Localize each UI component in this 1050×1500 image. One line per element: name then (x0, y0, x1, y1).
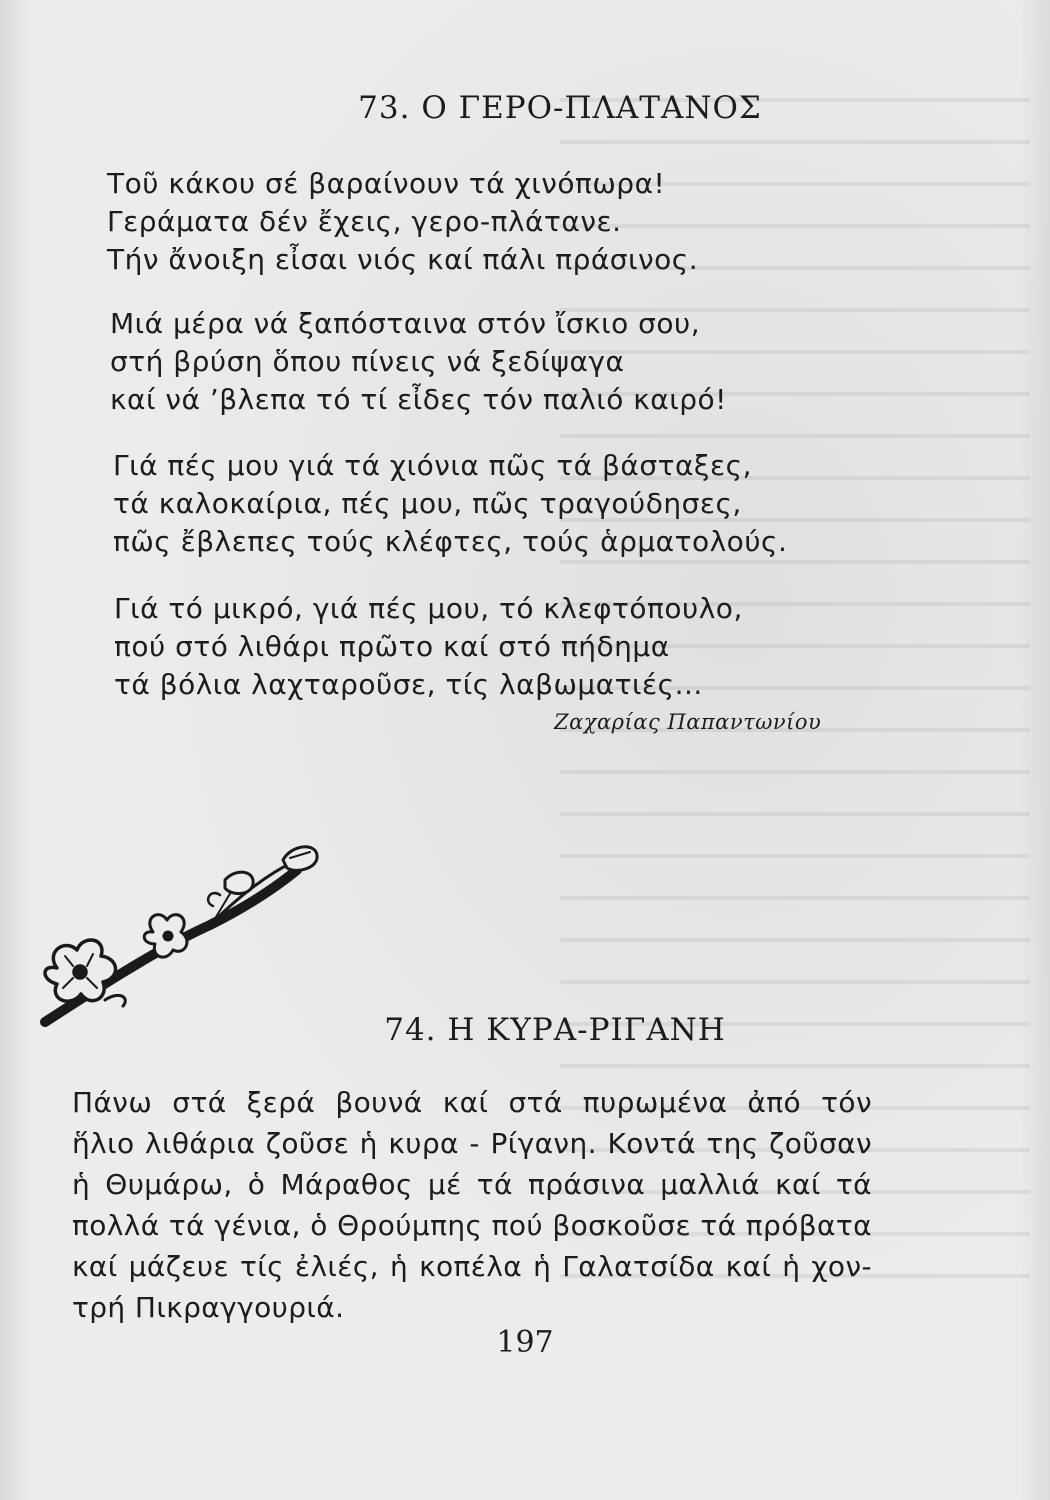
poem-author: Ζαχαρίας Παπαντωνίου (554, 710, 822, 734)
poem-line: στή βρύση ὅπου πίνεις νά ξεδίψαγα (110, 345, 625, 378)
poem-stanza-2 (110, 305, 727, 419)
story-74-paragraph (72, 1082, 872, 1328)
poem-line: Τοῦ κάκου σέ βαραίνουν τά χινόπωρα! (107, 167, 666, 200)
poem-line: τά καλοκαίρια, πές μου, πῶς τραγούδησες, (113, 487, 742, 520)
prose-line: Πάνω στά ξερά βουνά καί στά πυρωμένα ἀπό τόν (72, 1086, 872, 1119)
prose-line: πολλά τά γένια, ὁ Θρούμπης πού βοσκοῦσε τά πρόβατα (72, 1209, 872, 1242)
poem-line: πῶς ἔβλεπες τούς κλέφτες, τούς ἁρματολούς. (113, 525, 788, 558)
prose-line: ἡ Θυμάρω, ὁ Μάραθος μέ τά πράσινα μαλλιά καί τά (72, 1168, 872, 1201)
prose-line: τρή Πικραγγουριά. (72, 1291, 345, 1324)
poem-line: καί νά ’βλεπα τό τί εἶδες τόν παλιό καιρό! (110, 383, 727, 416)
poem-stanza-4 (114, 590, 743, 704)
prose-line: καί μάζευε τίς ἐλιές, ἡ κοπέλα ἡ Γαλατσίδα καί ἡ χον- (72, 1250, 872, 1283)
poem-stanza-3 (113, 447, 787, 561)
poem-73-heading: 73. Ο ΓΕΡΟ-ΠΛΑΤΑΝΟΣ (358, 90, 762, 126)
poem-line: Τήν ἄνοιξη εἶσαι νιός καί πάλι πράσινος. (107, 243, 699, 276)
poem-line: Μιά μέρα νά ξαπόσταινα στόν ἴσκιο σου, (110, 307, 701, 340)
story-74-heading: 74. Η ΚΥΡΑ-ΡΙΓΑΝΗ (384, 1012, 726, 1048)
poem-line: τά βόλια λαχταροῦσε, τίς λαβωματιές... (114, 668, 703, 701)
poem-line: Γιά πές μου γιά τά χιόνια πῶς τά βάσταξες, (113, 449, 752, 482)
poem-line: Γεράματα δέν ἔχεις, γερο-πλάτανε. (107, 205, 622, 238)
prose-line: ἥλιο λιθάρια ζοῦσε ἡ κυρα - Ρίγανη. Κοντά της ζοῦσαν (72, 1127, 872, 1160)
page-number: 197 (496, 1325, 554, 1360)
flowering-branch-icon (35, 840, 335, 1040)
poem-stanza-1 (107, 165, 698, 279)
poem-line: πού στό λιθάρι πρῶτο καί στό πήδημα (114, 630, 670, 663)
poem-line: Γιά τό μικρό, γιά πές μου, τό κλεφτόπουλο, (114, 592, 743, 625)
